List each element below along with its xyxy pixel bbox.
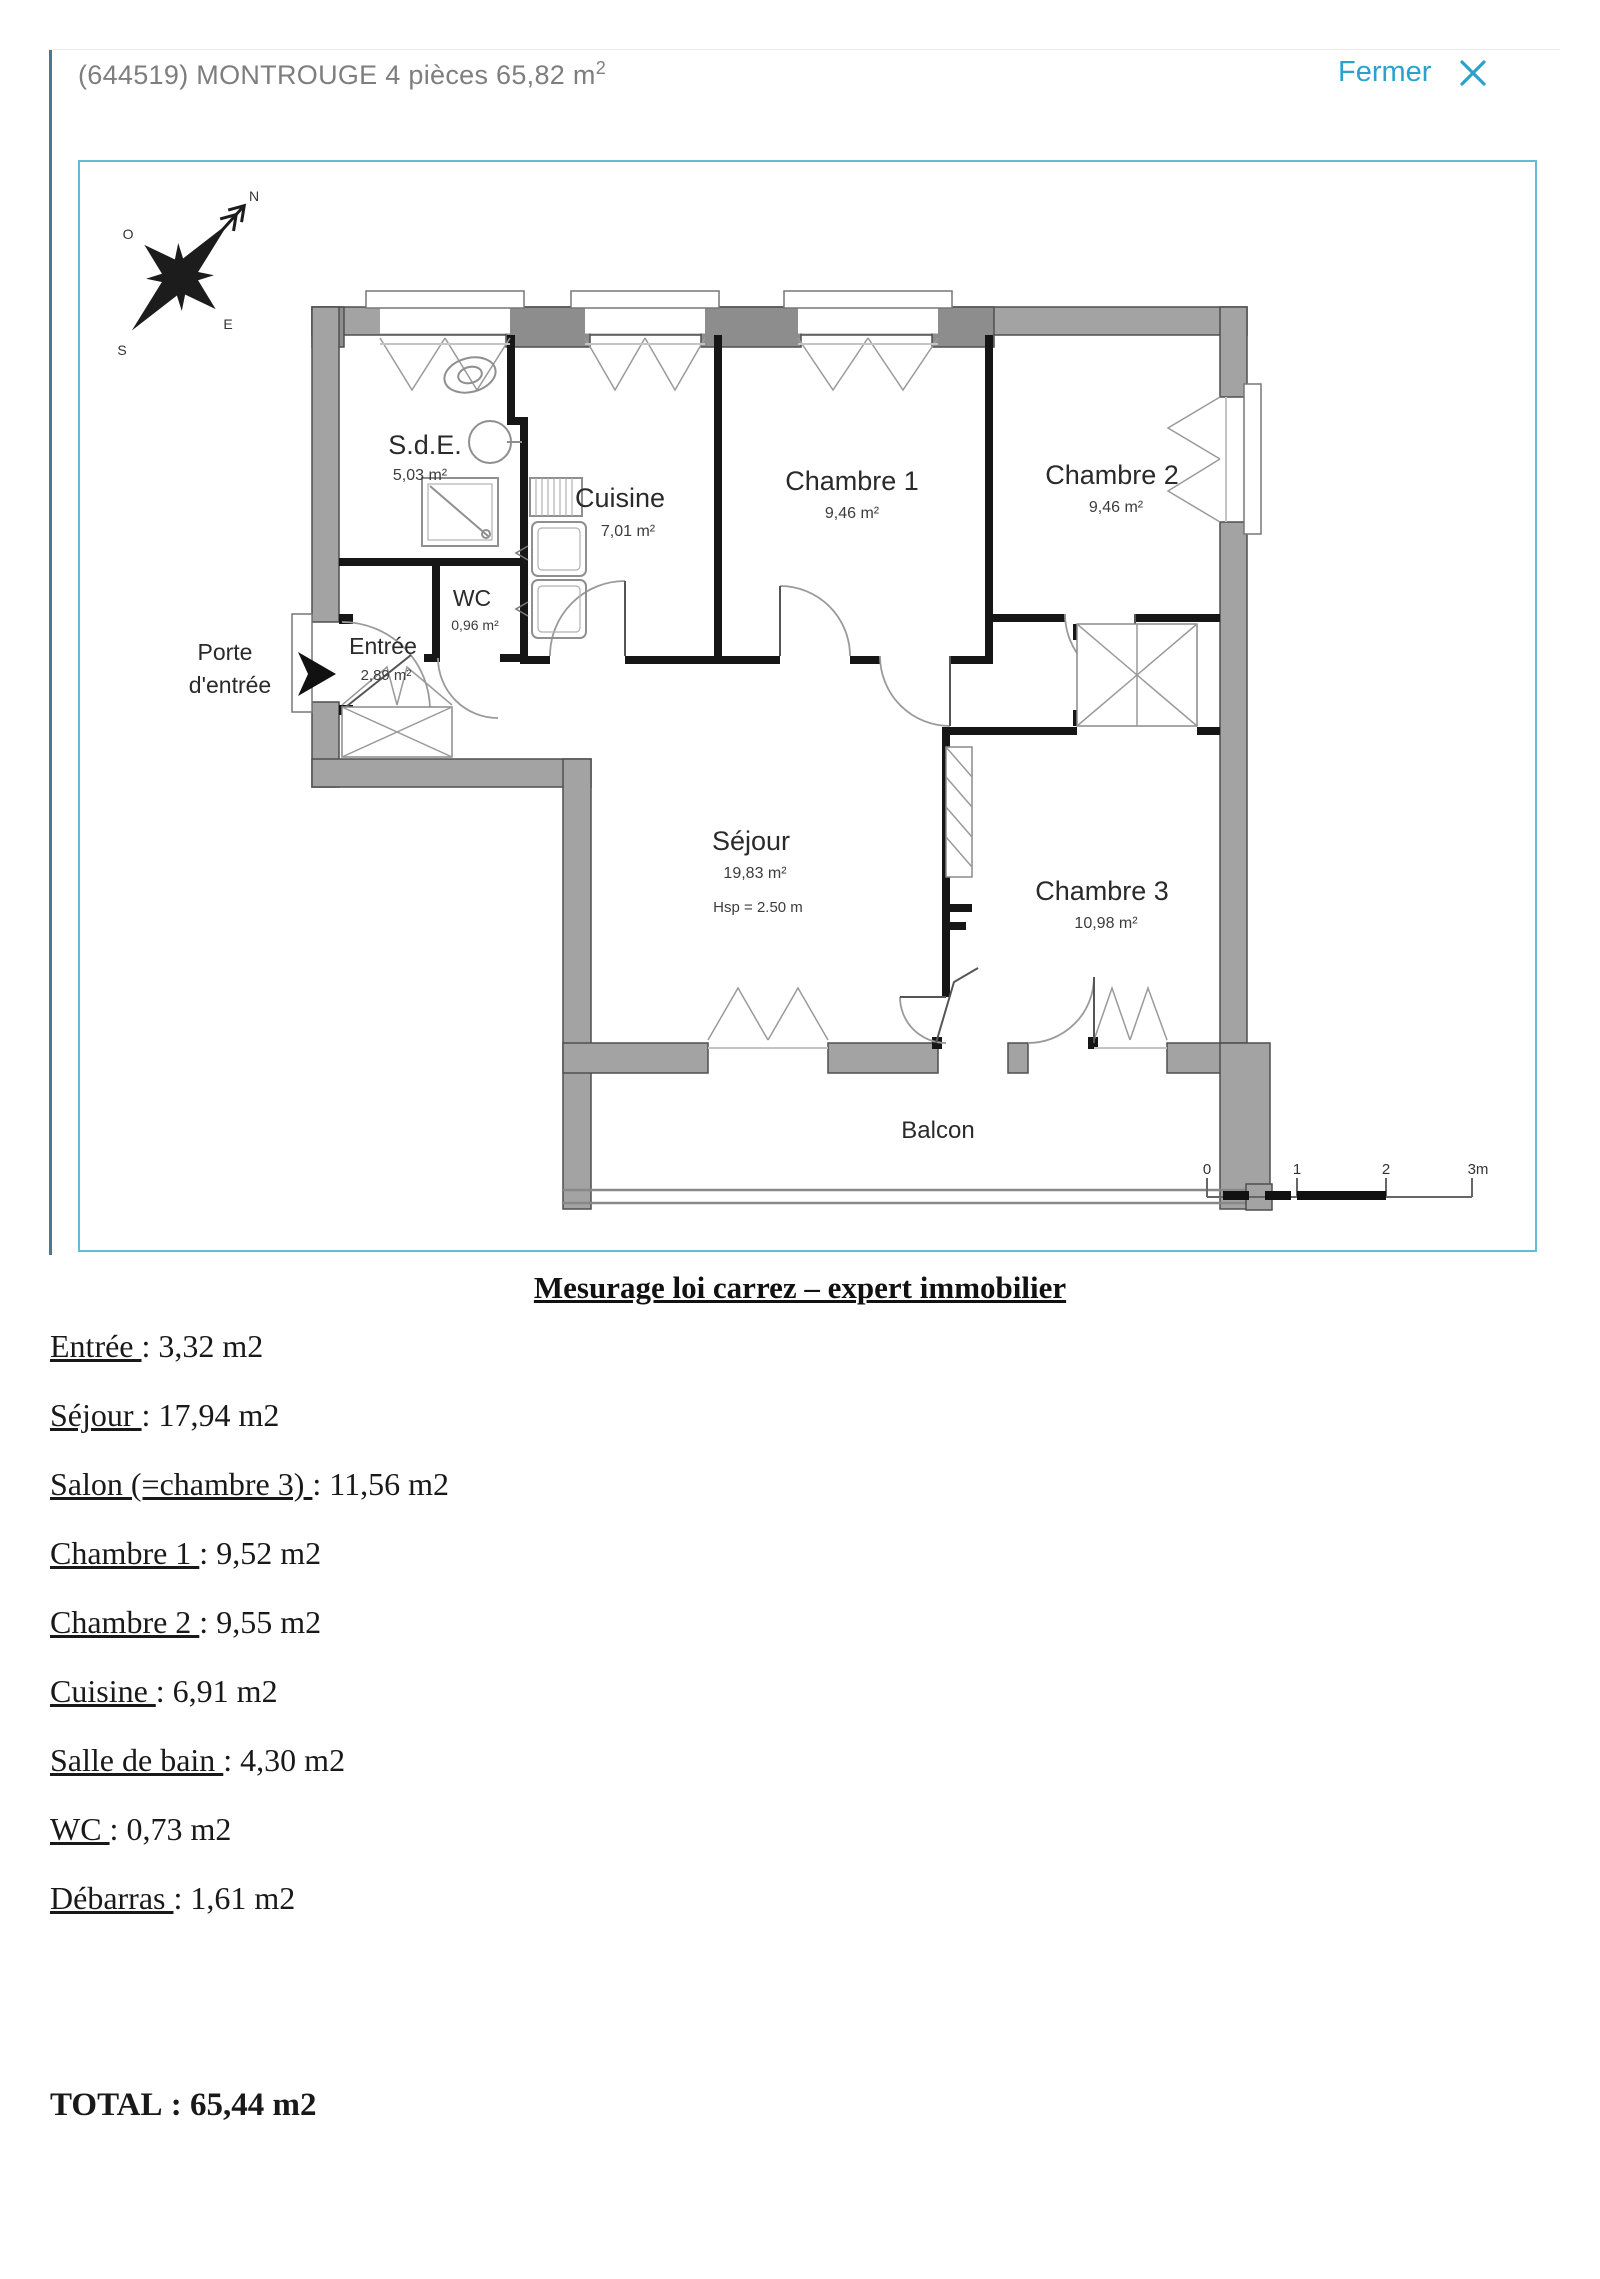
room-area-entree: 2,89 m² [360, 667, 412, 684]
scale-label-3m: 3m [1467, 1161, 1489, 1178]
scale-label-0: 0 [1202, 1161, 1212, 1178]
page-title-text: (644519) MONTROUGE 4 pièces 65,82 m [78, 60, 596, 90]
panel-left-border [49, 50, 52, 1255]
compass-icon [96, 173, 280, 362]
scale-label-2: 2 [1381, 1161, 1391, 1178]
measurement-row: Entrée : 3,32 m2 [50, 1328, 264, 1364]
entry-door-pointer [189, 639, 336, 698]
total-row [50, 2087, 316, 2124]
room-label-chambre2: Chambre 2 [1045, 460, 1179, 490]
close-icon[interactable] [1457, 57, 1489, 89]
room-label-chambre1: Chambre 1 [785, 466, 919, 496]
room-area-chambre2: 9,46 m² [1088, 499, 1144, 516]
room-label-balcon: Balcon [901, 1117, 975, 1144]
room-label-entree: Entrée [349, 633, 417, 659]
panel-top-border [49, 49, 1560, 50]
compass-e-label: E [223, 316, 233, 332]
room-label-cuisine: Cuisine [574, 483, 666, 513]
page-title [78, 58, 606, 91]
measurement-row: Chambre 1 : 9,52 m2 [50, 1535, 322, 1571]
room-area-chambre1: 9,46 m² [824, 505, 880, 522]
measurement-list [50, 1328, 449, 1949]
measurement-row: Salon (=chambre 3) : 11,56 m2 [50, 1466, 449, 1502]
room-area-wc: 0,96 m² [451, 617, 499, 633]
total-value: : 65,44 m2 [170, 2087, 317, 2123]
total-label: TOTAL [50, 2087, 171, 2123]
entry-door-label-line2: d'entrée [188, 672, 272, 698]
measurement-row: Chambre 2 : 9,55 m2 [50, 1604, 322, 1640]
measurement-row: Cuisine : 6,91 m2 [50, 1673, 278, 1709]
room-area-chambre3: 10,98 m² [1074, 915, 1138, 932]
room-label-sde: S.d.E. [388, 430, 462, 460]
room-area-cuisine: 7,01 m² [600, 523, 656, 540]
measurement-row: Salle de bain : 4,30 m2 [50, 1742, 346, 1778]
measurement-row: Débarras : 1,61 m2 [50, 1880, 296, 1916]
door-symbols [342, 581, 1135, 1043]
balcony-railing [563, 1184, 1272, 1210]
entry-door-label-line1: Porte [197, 639, 253, 665]
floor-plan-frame [78, 160, 1537, 1252]
report-heading: Mesurage loi carrez – expert immobilier [533, 1270, 1067, 1305]
room-area-sde: 5,03 m² [392, 467, 448, 484]
floor-plan-drawing [80, 162, 1535, 1250]
room-area-sejour: 19,83 m² [723, 865, 787, 882]
compass-s-label: S [117, 342, 127, 358]
close-button-label[interactable]: Fermer [1338, 56, 1432, 88]
room-label-chambre3: Chambre 3 [1035, 876, 1169, 906]
page-title-sup: 2 [595, 58, 607, 78]
scale-label-1: 1 [1292, 1161, 1302, 1178]
compass-o-label: O [122, 226, 134, 242]
compass-n-label: N [248, 188, 260, 204]
measurement-row: Séjour : 17,94 m2 [50, 1397, 280, 1433]
room-note-sejour: Hsp = 2.50 m [713, 899, 803, 916]
room-label-wc: WC [452, 585, 492, 611]
room-label-sejour: Séjour [711, 826, 791, 856]
measurement-row: WC : 0,73 m2 [50, 1811, 232, 1847]
close-button[interactable] [1338, 56, 1489, 89]
